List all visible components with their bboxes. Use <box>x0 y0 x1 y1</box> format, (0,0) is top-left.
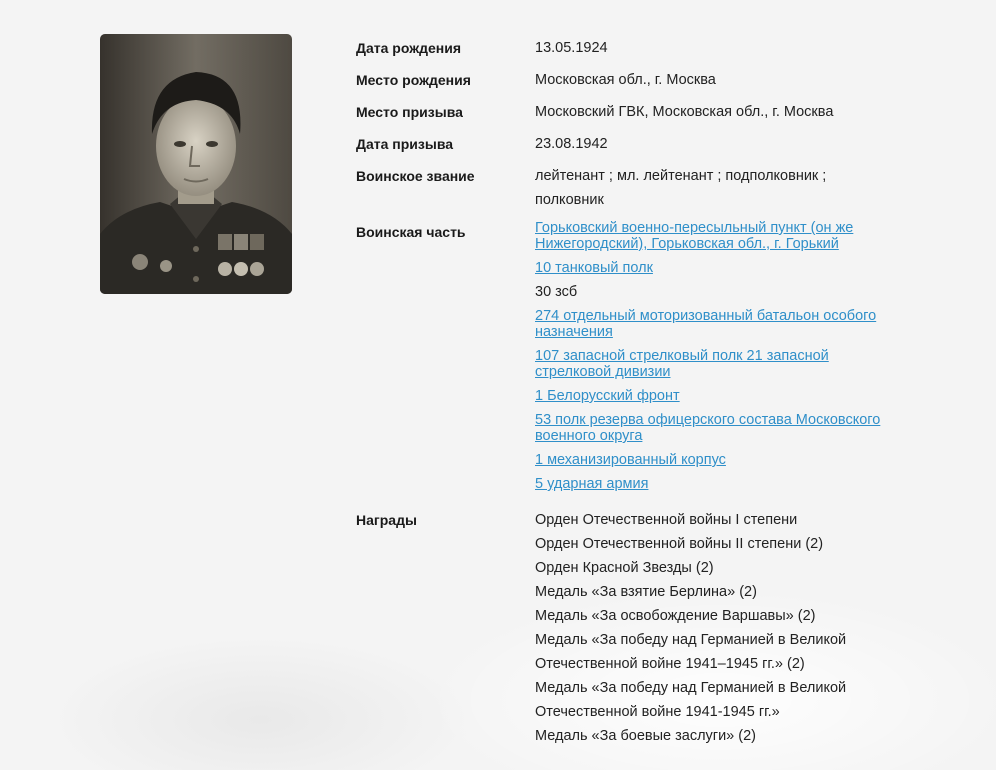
draft-date-value: 23.08.1942 <box>535 136 608 152</box>
award-item: Медаль «За взятие Берлина» (2) <box>535 584 757 600</box>
row-birth-place <box>356 68 956 92</box>
draft-place-value: Московский ГВК, Московская обл., г. Москва <box>535 104 834 120</box>
birth-date-label: Дата рождения <box>356 40 462 56</box>
award-item: Медаль «За победу над Германией в Великой Отечественной войне 1941-1945 гг.» <box>535 680 847 720</box>
unit-link[interactable]: 53 полк резерва офицерского состава Московского военного округа <box>535 412 881 444</box>
award-item: Орден Отечественной войны I степени <box>535 512 798 528</box>
unit-link[interactable]: 1 Белорусский фронт <box>535 388 680 404</box>
portrait-photo <box>100 34 292 294</box>
unit-link[interactable]: 107 запасной стрелковый полк 21 запасной стрелковой дивизии <box>535 348 829 380</box>
award-item: Медаль «За освобождение Варшавы» (2) <box>535 608 816 624</box>
row-birth-date <box>356 36 956 60</box>
award-item: Орден Отечественной войны II степени (2) <box>535 536 824 552</box>
unit-link[interactable]: 1 механизированный корпус <box>535 452 726 468</box>
row-draft-place <box>356 100 956 124</box>
award-item: Орден Красной Звезды (2) <box>535 560 714 576</box>
awards-label: Награды <box>356 512 417 528</box>
row-rank <box>356 164 956 212</box>
unit-text: 30 зсб <box>535 284 578 300</box>
rank-label: Воинское звание <box>356 168 475 184</box>
birth-place-label: Место рождения <box>356 72 471 88</box>
person-details <box>356 36 956 756</box>
unit-link[interactable]: Горьковский военно-пересыльный пункт (он же Нижегородский), Горьковская обл., г. Горький <box>535 220 854 252</box>
award-item: Медаль «За боевые заслуги» (2) <box>535 728 756 744</box>
birth-date-value: 13.05.1924 <box>535 40 608 56</box>
award-item: Медаль «За победу над Германией в Великой Отечественной войне 1941–1945 гг.» (2) <box>535 632 847 672</box>
military-unit-label: Воинская часть <box>356 224 466 240</box>
draft-place-label: Место призыва <box>356 104 463 120</box>
row-draft-date <box>356 132 956 156</box>
military-unit-list <box>535 220 895 500</box>
draft-date-label: Дата призыва <box>356 136 454 152</box>
unit-link[interactable]: 10 танковый полк <box>535 260 653 276</box>
awards-list <box>535 508 865 748</box>
birth-place-value: Московская обл., г. Москва <box>535 72 716 88</box>
rank-value: лейтенант ; мл. лейтенант ; подполковник ; полковник <box>535 168 827 208</box>
row-awards <box>356 508 956 748</box>
unit-link[interactable]: 274 отдельный моторизованный батальон особого назначения <box>535 308 877 340</box>
row-military-unit <box>356 220 956 500</box>
unit-link[interactable]: 5 ударная армия <box>535 476 649 492</box>
